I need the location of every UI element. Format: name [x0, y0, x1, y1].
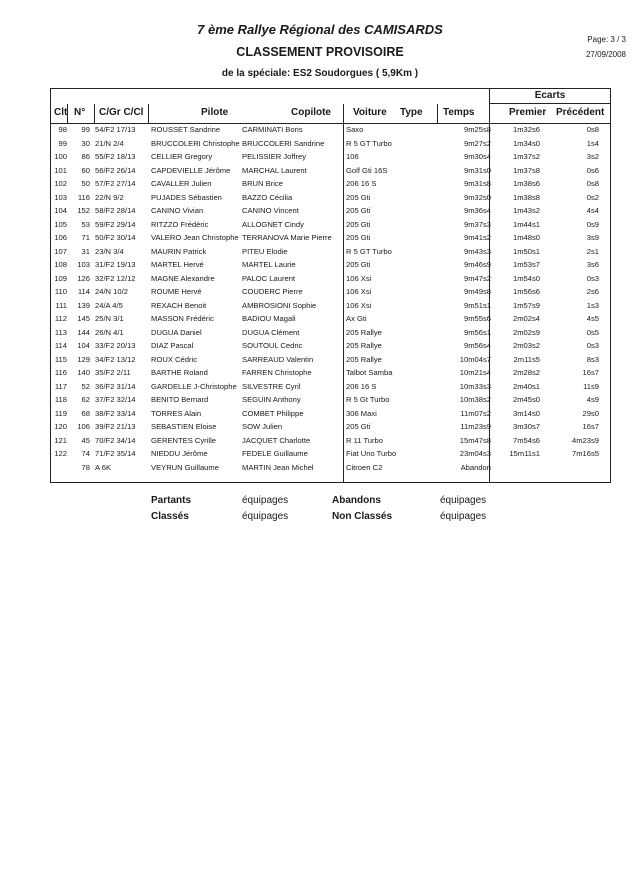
cell-time: 11m07s2 [460, 408, 491, 418]
cell-copilot: MARTEL Laurie [242, 260, 296, 269]
cell-pilot: VALERO Jean Christophe [151, 233, 239, 242]
cell-rank: 122 [54, 449, 67, 458]
cell-group-class: 56/F2 26/14 [95, 165, 136, 175]
cell-gap-first: 1m37s8 [512, 165, 540, 175]
cell-time: 9m55s6 [463, 314, 491, 323]
cell-rank: 100 [54, 152, 67, 161]
ecarts-header: Ecarts [489, 88, 611, 104]
cell-group-class: 50/F2 30/14 [95, 233, 136, 242]
cell-car: 106 Xsi [346, 287, 372, 296]
cell-gap-first: 2m40s1 [512, 381, 540, 391]
cell-gap-previous: 0s5 [586, 327, 599, 337]
cell-pilot: MARTEL Hervé [151, 260, 204, 269]
cell-pilot: CAPDEVIELLE Jérôme [151, 165, 231, 175]
cell-group-class: 33/F2 20/13 [95, 341, 136, 350]
cell-car-number: 126 [77, 273, 90, 283]
table-row [50, 421, 611, 433]
cell-car: 205 Rallye [346, 327, 382, 337]
cell-car-number: 140 [77, 368, 90, 377]
cell-group-class: 39/F2 21/13 [95, 422, 136, 431]
table-row [50, 165, 611, 177]
cell-gap-first: 2m03s2 [512, 341, 540, 350]
cell-time: 10m33s3 [459, 381, 491, 391]
cell-time: 9m36s4 [463, 206, 491, 215]
non-classes-unit: équipages [440, 511, 487, 522]
cell-group-class: 70/F2 34/14 [95, 435, 136, 445]
cell-gap-previous: 4m23s9 [571, 435, 599, 445]
cell-gap-first: 3m14s0 [512, 408, 540, 418]
cell-car-number: 103 [77, 260, 90, 269]
cell-car: 205 Gti [346, 422, 371, 431]
cell-gap-first: 7m54s6 [512, 435, 540, 445]
table-row [50, 286, 611, 298]
cell-pilot: MAGNE Alexandre [151, 273, 215, 283]
table-row [50, 300, 611, 312]
cell-car: 205 Rallye [346, 341, 382, 350]
table-row [50, 232, 611, 244]
cell-pilot: DIAZ Pascal [151, 341, 194, 350]
cell-gap-first: 2m11s5 [513, 354, 540, 364]
cell-car-number: 99 [81, 125, 90, 134]
cell-group-class: A 6K [95, 462, 112, 472]
table-row [50, 448, 611, 460]
cell-car: Saxo [346, 125, 364, 134]
cell-gap-first: 1m37s2 [512, 152, 540, 161]
cell-group-class: 71/F2 35/14 [95, 449, 136, 458]
cell-car: R 5 GT Turbo [346, 138, 392, 148]
classification-title: CLASSEMENT PROVISOIRE [236, 45, 404, 59]
partants-unit: équipages [242, 495, 289, 506]
cell-rank: 114 [54, 341, 67, 350]
cell-copilot: DUGUA Clément [242, 327, 300, 337]
cell-car: 205 Gti [346, 260, 371, 269]
cell-time: Abandon [460, 462, 491, 472]
table-row [50, 381, 611, 393]
cell-rank: 107 [54, 246, 67, 256]
cell-car: 205 Gti [346, 219, 371, 229]
cell-pilot: CAVALLER Julien [151, 179, 212, 188]
table-row [50, 192, 611, 204]
cell-gap-previous: 0s3 [586, 273, 599, 283]
cell-time: 9m32s0 [463, 192, 491, 202]
cell-car: R 5 GT Turbo [346, 246, 392, 256]
cell-gap-previous: 1s3 [586, 300, 599, 310]
cell-gap-previous: 3s9 [586, 233, 599, 242]
cell-gap-previous: 0s8 [586, 125, 599, 134]
cell-car: 106 Xsi [346, 300, 372, 310]
cell-rank: 101 [54, 165, 67, 175]
col-type: Type [400, 107, 423, 118]
cell-pilot: VEYRUN Guillaume [151, 462, 219, 472]
table-row [50, 178, 611, 190]
table-row [50, 327, 611, 339]
cell-car: 206 16 S [346, 381, 377, 391]
col-clt: Clt [54, 107, 68, 118]
cell-pilot: NIEDDU Jérôme [151, 449, 208, 458]
cell-car-number: 116 [77, 192, 90, 202]
col-copilote: Copilote [291, 107, 331, 118]
cell-rank: 108 [54, 260, 67, 269]
cell-time: 9m31s8 [463, 179, 491, 188]
cell-copilot: PITEU Elodie [242, 246, 288, 256]
col-pilote: Pilote [201, 107, 229, 118]
cell-time: 23m04s3 [459, 449, 491, 458]
cell-gap-previous: 4s5 [586, 314, 599, 323]
cell-gap-previous: 0s9 [586, 219, 599, 229]
cell-time: 9m30s4 [463, 152, 491, 161]
cell-rank: 99 [58, 138, 67, 148]
cell-car-number: 114 [77, 287, 90, 296]
cell-group-class: 59/F2 29/14 [95, 219, 136, 229]
cell-time: 9m49s8 [463, 287, 491, 296]
cell-car: 205 Rallye [346, 354, 382, 364]
special-stage-title: de la spéciale: ES2 Soudorgues ( 5,9Km ) [221, 68, 419, 79]
cell-group-class: 34/F2 13/12 [95, 354, 136, 364]
partants-label: Partants [151, 495, 192, 506]
cell-gap-first: 1m38s6 [512, 179, 540, 188]
cell-car-number: 71 [81, 233, 90, 242]
cell-pilot: GERENTES Cyrille [151, 435, 216, 445]
cell-car-number: 74 [81, 449, 90, 458]
cell-copilot: AMBROSIONI Sophie [242, 300, 317, 310]
classes-label: Classés [151, 511, 189, 522]
cell-gap-first: 2m28s2 [512, 368, 540, 377]
col-temps: Temps [443, 107, 475, 118]
cell-time: 9m31s0 [463, 165, 491, 175]
cell-car-number: 139 [77, 300, 90, 310]
cell-time: 9m56s1 [463, 327, 491, 337]
cell-group-class: 54/F2 17/13 [95, 125, 136, 134]
cell-gap-previous: 0s3 [586, 341, 599, 350]
table-row [50, 138, 611, 150]
abandons-label: Abandons [332, 495, 381, 506]
cell-rank: 98 [58, 125, 67, 134]
cell-gap-first: 1m43s2 [512, 206, 540, 215]
cell-gap-previous: 0s8 [586, 179, 599, 188]
cell-pilot: CELLIER Gregory [151, 152, 213, 161]
cell-gap-previous: 2s1 [586, 246, 599, 256]
col-group-class: C/Gr C/Cl [99, 107, 144, 118]
cell-gap-previous: 16s7 [582, 422, 599, 431]
cell-time: 10m38s2 [459, 395, 491, 404]
cell-car: Ax Gti [346, 314, 367, 323]
cell-gap-previous: 4s4 [586, 206, 599, 215]
cell-copilot: CANINO Vincent [242, 206, 299, 215]
cell-rank: 117 [54, 381, 67, 391]
cell-car-number: 45 [81, 435, 90, 445]
table-row [50, 462, 611, 474]
cell-time: 11m23s9 [460, 422, 491, 431]
cell-car-number: 30 [81, 138, 90, 148]
cell-group-class: 22/N 9/2 [95, 192, 124, 202]
cell-car-number: 86 [81, 152, 90, 161]
cell-gap-first: 1m38s8 [512, 192, 540, 202]
cell-rank: 116 [54, 368, 67, 377]
cell-car-number: 129 [77, 354, 90, 364]
cell-rank: 119 [54, 408, 67, 418]
cell-gap-first: 1m50s1 [512, 246, 540, 256]
cell-gap-first: 2m45s0 [512, 395, 540, 404]
cell-car-number: 62 [81, 395, 90, 404]
cell-gap-previous: 7m16s5 [571, 449, 599, 458]
cell-rank: 111 [55, 300, 67, 310]
cell-rank: 120 [54, 422, 67, 431]
cell-group-class: 21/N 2/4 [95, 138, 124, 148]
cell-pilot: MAURIN Patrick [151, 246, 207, 256]
cell-pilot: MASSON Frédéric [151, 314, 214, 323]
cell-gap-first: 3m30s7 [512, 422, 540, 431]
cell-pilot: CANINO Vivian [151, 206, 204, 215]
cell-copilot: COMBET Philippe [242, 408, 304, 418]
cell-rank: 115 [54, 354, 67, 364]
cell-rank: 102 [54, 179, 67, 188]
cell-copilot: SOW Julien [242, 422, 283, 431]
cell-group-class: 32/F2 12/12 [95, 273, 136, 283]
cell-rank: 103 [54, 192, 67, 202]
page-number: Page: 3 / 3 [587, 35, 626, 44]
cell-group-class: 23/N 3/4 [95, 246, 124, 256]
cell-car-number: 144 [77, 327, 90, 337]
cell-gap-previous: 3s6 [586, 260, 599, 269]
table-row [50, 151, 611, 163]
cell-pilot: PUJADES Sébastien [151, 192, 222, 202]
cell-car: 205 Gti [346, 206, 371, 215]
cell-pilot: GARDELLE J-Christophe [151, 381, 237, 391]
cell-car-number: 78 [81, 462, 90, 472]
table-row [50, 259, 611, 271]
cell-group-class: 58/F2 28/14 [95, 206, 136, 215]
cell-time: 10m04s7 [459, 354, 491, 364]
col-number: N° [74, 107, 86, 118]
cell-gap-previous: 4s9 [586, 395, 599, 404]
cell-group-class: 36/F2 31/14 [95, 381, 136, 391]
cell-pilot: DUGUA Daniel [151, 327, 202, 337]
cell-rank: 105 [54, 219, 67, 229]
document-date: 27/09/2008 [585, 50, 626, 59]
cell-gap-previous: 29s0 [582, 408, 599, 418]
table-row [50, 124, 611, 136]
abandons-unit: équipages [440, 495, 487, 506]
cell-copilot: PALOC Laurent [242, 273, 296, 283]
cell-gap-previous: 0s6 [586, 165, 599, 175]
cell-gap-previous: 11s9 [583, 381, 599, 391]
col-precedent: Précédent [556, 107, 605, 118]
cell-car: Citroen C2 [346, 462, 383, 472]
cell-time: 9m51s1 [463, 300, 491, 310]
cell-copilot: TERRANOVA Marie Pierre [242, 233, 332, 242]
cell-gap-previous: 3s2 [586, 152, 599, 161]
cell-pilot: BARTHE Roland [151, 368, 208, 377]
cell-gap-previous: 0s2 [586, 192, 599, 202]
cell-car: R 5 Gt Turbo [346, 395, 390, 404]
cell-time: 9m56s4 [463, 341, 491, 350]
cell-gap-previous: 16s7 [582, 368, 599, 377]
cell-gap-first: 1m57s9 [512, 300, 540, 310]
cell-car: 206 16 S [346, 179, 377, 188]
rally-title: 7 ème Rallye Régional des CAMISARDS [197, 22, 443, 37]
cell-group-class: 38/F2 33/14 [95, 408, 136, 418]
cell-car: 205 Gti [346, 192, 371, 202]
cell-copilot: BADIOU Magali [242, 314, 296, 323]
cell-pilot: SEBASTIEN Eloise [151, 422, 217, 431]
cell-copilot: SOUTOUL Cedric [242, 341, 303, 350]
classes-unit: équipages [242, 511, 289, 522]
cell-gap-first: 1m48s0 [512, 233, 540, 242]
cell-copilot: MARTIN Jean Michel [242, 462, 314, 472]
cell-gap-first: 1m44s1 [512, 219, 540, 229]
cell-car-number: 53 [81, 219, 90, 229]
cell-car: R 11 Turbo [346, 435, 384, 445]
cell-gap-first: 1m53s7 [512, 260, 540, 269]
cell-car: Talbot Samba [346, 368, 393, 377]
cell-rank: 112 [54, 314, 67, 323]
cell-gap-first: 2m02s9 [512, 327, 540, 337]
cell-copilot: CARMINATI Boris [242, 125, 303, 134]
cell-copilot: PELISSIER Joffrey [242, 152, 307, 161]
cell-car-number: 104 [77, 341, 90, 350]
cell-pilot: BENITO Bernard [151, 395, 209, 404]
cell-gap-first: 2m02s4 [512, 314, 540, 323]
cell-gap-first: 1m32s6 [512, 125, 540, 134]
table-row [50, 313, 611, 325]
cell-time: 9m41s2 [463, 233, 491, 242]
cell-group-class: 57/F2 27/14 [95, 179, 136, 188]
cell-pilot: ROUME Hervé [151, 287, 202, 296]
cell-pilot: REXACH Benoit [151, 300, 207, 310]
table-row [50, 219, 611, 231]
table-row [50, 205, 611, 217]
cell-rank: 118 [54, 395, 67, 404]
cell-car: 205 Gti [346, 233, 371, 242]
cell-rank: 121 [54, 435, 67, 445]
cell-car-number: 31 [81, 246, 90, 256]
non-classes-label: Non Classés [332, 511, 393, 522]
cell-pilot: ROUX Cédric [151, 354, 197, 364]
cell-gap-previous: 8s3 [586, 354, 599, 364]
cell-car-number: 52 [81, 381, 90, 391]
cell-group-class: 26/N 4/1 [95, 327, 124, 337]
cell-car-number: 152 [77, 206, 90, 215]
cell-copilot: BRUN Brice [242, 179, 283, 188]
cell-pilot: BRUCCOLERI Christophe [151, 138, 240, 148]
cell-gap-first: 15m11s1 [509, 449, 540, 458]
table-row [50, 394, 611, 406]
cell-car: 106 [346, 152, 359, 161]
cell-group-class: 31/F2 19/13 [95, 260, 136, 269]
cell-group-class: 24/N 10/2 [95, 287, 128, 296]
cell-time: 15m47s8 [459, 435, 491, 445]
cell-car-number: 145 [77, 314, 90, 323]
cell-group-class: 37/F2 32/14 [95, 395, 136, 404]
cell-copilot: JACQUET Charlotte [242, 435, 311, 445]
cell-group-class: 35/F2 2/11 [95, 368, 131, 377]
cell-car-number: 50 [81, 179, 90, 188]
cell-gap-first: 1m34s0 [512, 138, 540, 148]
cell-copilot: ALLOGNET Cindy [242, 219, 304, 229]
cell-copilot: SILVESTRE Cyril [242, 381, 301, 391]
cell-rank: 113 [54, 327, 67, 337]
cell-car-number: 106 [77, 422, 90, 431]
cell-car: 306 Maxi [346, 408, 377, 418]
cell-car: 106 Xsi [346, 273, 372, 283]
cell-group-class: 55/F2 18/13 [95, 152, 136, 161]
table-row [50, 340, 611, 352]
cell-copilot: FARREN Christophe [242, 368, 312, 377]
table-row [50, 435, 611, 447]
cell-copilot: SARREAUD Valentin [242, 354, 314, 364]
cell-copilot: BAZZO Cécilia [242, 192, 293, 202]
cell-rank: 109 [54, 273, 67, 283]
cell-gap-first: 1m54s0 [512, 273, 540, 283]
cell-gap-first: 1m56s6 [512, 287, 540, 296]
cell-group-class: 25/N 3/1 [95, 314, 124, 323]
cell-gap-previous: 1s4 [586, 138, 599, 148]
table-row [50, 246, 611, 258]
cell-time: 9m47s2 [463, 273, 491, 283]
cell-time: 9m37s3 [463, 219, 491, 229]
cell-copilot: SEGUIN Anthony [242, 395, 301, 404]
cell-copilot: FEDELE Guillaume [242, 449, 308, 458]
cell-copilot: BRUCCOLERI Sandrine [242, 138, 325, 148]
cell-car: Fiat Uno Turbo [346, 449, 397, 458]
col-premier: Premier [509, 107, 547, 118]
cell-pilot: TORRES Alain [151, 408, 202, 418]
cell-car: Golf Gti 16S [346, 165, 388, 175]
table-row [50, 408, 611, 420]
cell-time: 9m46s9 [463, 260, 491, 269]
cell-rank: 104 [54, 206, 67, 215]
cell-car-number: 60 [81, 165, 90, 175]
cell-rank: 106 [54, 233, 67, 242]
cell-car-number: 68 [81, 408, 90, 418]
col-voiture: Voiture [353, 107, 387, 118]
table-row [50, 273, 611, 285]
cell-copilot: MARCHAL Laurent [242, 165, 307, 175]
table-row [50, 354, 611, 366]
table-row [50, 367, 611, 379]
cell-rank: 110 [54, 287, 67, 296]
cell-gap-previous: 2s6 [586, 287, 599, 296]
cell-group-class: 24/A 4/5 [95, 300, 123, 310]
cell-time: 9m27s2 [463, 138, 491, 148]
cell-time: 9m43s3 [463, 246, 491, 256]
cell-time: 10m21s4 [459, 368, 491, 377]
cell-pilot: RITZZO Frédéric [151, 219, 209, 229]
cell-time: 9m25s8 [463, 125, 491, 134]
cell-pilot: ROUSSET Sandrine [151, 125, 221, 134]
cell-copilot: COUDERC Pierre [242, 287, 303, 296]
